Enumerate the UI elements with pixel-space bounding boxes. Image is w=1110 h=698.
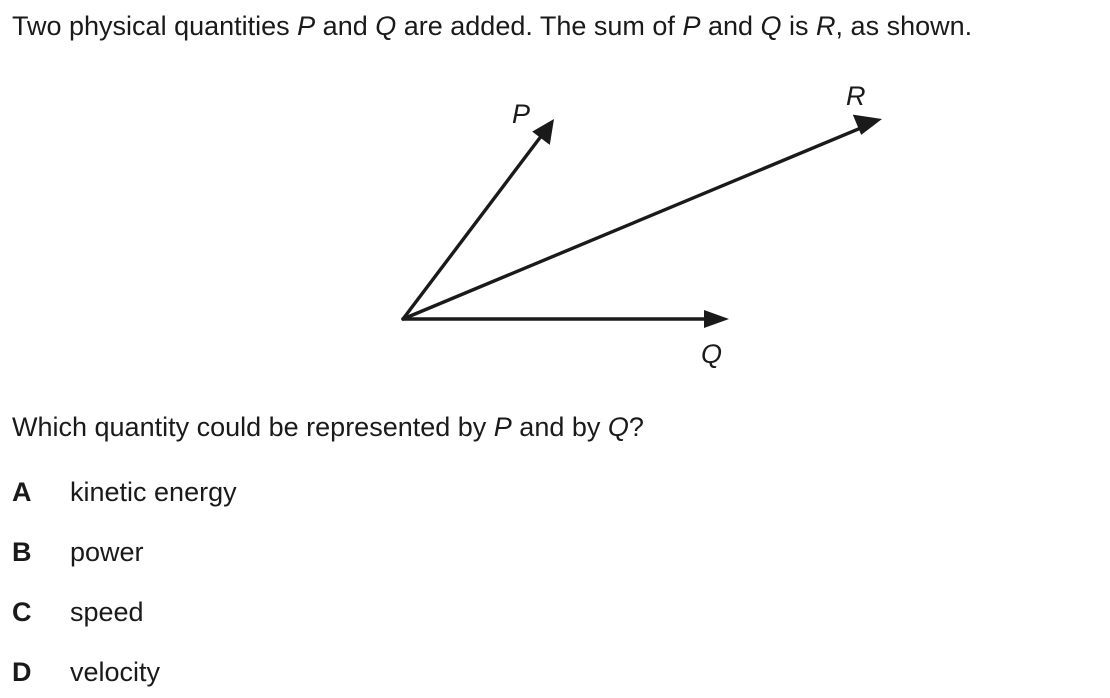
intro-part: and (315, 11, 376, 41)
label-r: R (846, 81, 866, 111)
symbol-q: Q (375, 11, 397, 41)
vector-r-arrowhead (853, 115, 882, 135)
symbol-q: Q (607, 412, 629, 442)
option-letter: A (12, 477, 32, 507)
intro-part: Two physical quantities (12, 11, 298, 41)
option-text: power (70, 537, 144, 567)
vector-r-line (403, 125, 868, 319)
question-part: ? (628, 412, 644, 442)
option-b[interactable] (12, 532, 144, 572)
option-a[interactable] (12, 472, 237, 512)
symbol-r: R (816, 11, 836, 41)
question-part: and by (511, 412, 608, 442)
option-letter: B (12, 537, 32, 567)
question-part: Which quantity could be represented by (12, 412, 494, 442)
label-p: P (512, 99, 531, 129)
option-text: speed (70, 597, 144, 627)
option-letter: D (12, 657, 32, 687)
intro-part: , as shown. (835, 11, 973, 41)
question-text (12, 409, 644, 445)
option-c[interactable] (12, 592, 144, 632)
option-letter: C (12, 597, 32, 627)
label-q: Q (701, 339, 723, 369)
symbol-q: Q (760, 11, 782, 41)
symbol-p: P (682, 11, 701, 41)
symbol-p: P (297, 11, 316, 41)
symbol-p: P (493, 412, 512, 442)
intro-part: and (700, 11, 761, 41)
option-text: velocity (70, 657, 161, 687)
intro-part: is (781, 11, 817, 41)
intro-part: are added. The sum of (396, 11, 683, 41)
option-text: kinetic energy (70, 477, 237, 507)
vector-q-arrowhead (704, 310, 729, 328)
option-d[interactable] (12, 652, 160, 692)
